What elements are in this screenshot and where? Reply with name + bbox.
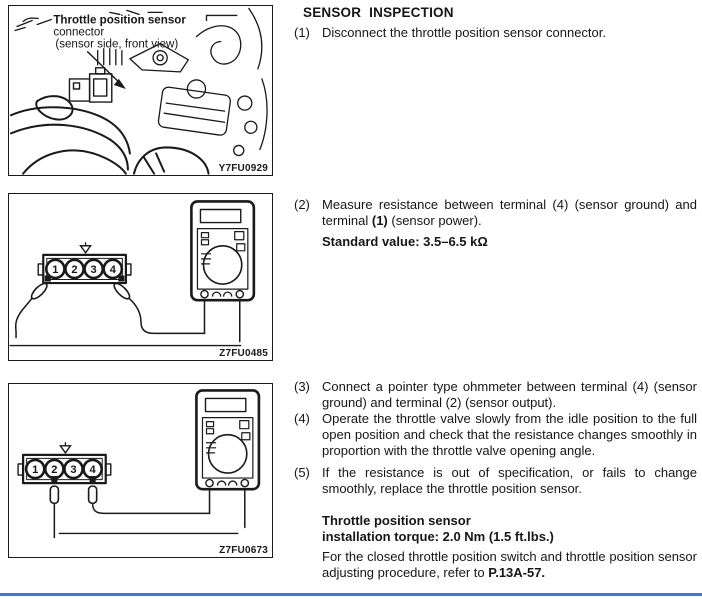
figure-connector-location	[8, 5, 273, 176]
figure3-code: Z7FU0673	[219, 545, 268, 556]
meter-leads	[210, 489, 245, 527]
steps-3-to-5	[294, 379, 697, 497]
figure1-label-line1: Throttle position sensor	[53, 14, 186, 27]
multimeter-display	[200, 209, 240, 222]
terminal-3-label: 3	[70, 464, 77, 477]
bottom-accent-rule	[0, 593, 702, 596]
step-1-number: (1)	[294, 25, 310, 40]
multimeter-dial	[209, 435, 247, 473]
step-5-text: If the resistance is out of specification, or fails to change smoothly, replace the throttle position sensor.	[322, 465, 697, 496]
figure-ohmmeter-connection	[8, 383, 273, 558]
figure1-code: Y7FU0929	[218, 163, 268, 174]
multimeter	[196, 390, 258, 489]
step-4	[294, 411, 697, 459]
connector	[18, 443, 111, 483]
figure1-label-line3: (sensor side, front view)	[55, 38, 179, 51]
step-5-number: (5)	[294, 465, 310, 480]
torque-specification	[294, 513, 697, 545]
multimeter-display	[205, 398, 245, 411]
step-1	[294, 25, 697, 41]
test-probe-terminal4	[89, 486, 210, 513]
meter-leads	[204, 300, 239, 341]
terminal-4-label: 4	[89, 464, 96, 477]
terminal-3-label: 3	[90, 263, 97, 276]
ohmmeter-test-illustration	[9, 384, 272, 557]
step-3	[294, 379, 697, 411]
step-5	[294, 465, 697, 497]
connector	[38, 243, 131, 283]
step-3-text: Connect a pointer type ohmmeter between terminal (4) (sensor ground) and terminal (2) (sensor output).	[322, 379, 697, 410]
standard-value: Standard value: 3.5–6.5 kΩ	[322, 234, 488, 249]
terminal-2-label: 2	[71, 263, 78, 276]
reference-note: For the closed throttle position switch and throttle position sensor adjusting procedure, refer to P.13A-57.	[322, 549, 697, 580]
figure1-label-line2: connector	[53, 26, 105, 39]
terminal-1-label: 1	[52, 263, 59, 276]
section-heading: SENSOR INSPECTION	[303, 5, 454, 20]
step-2	[294, 197, 697, 250]
step-4-text: Operate the throttle valve slowly from the idle position to the full open position and check that the resistance changes smoothly in proportion with the throttle valve opening angle.	[322, 411, 697, 458]
terminal-4-label: 4	[109, 263, 116, 276]
step-2-number: (2)	[294, 197, 310, 212]
step-4-number: (4)	[294, 411, 310, 426]
test-probe-left	[16, 281, 49, 337]
terminal-2-label: 2	[51, 464, 58, 477]
engine-bay-illustration	[9, 6, 272, 175]
multimeter	[191, 201, 253, 300]
terminal-circles	[46, 260, 122, 278]
figure-resistance-measurement	[8, 193, 273, 361]
step-3-number: (3)	[294, 379, 310, 394]
label-leader-dash	[23, 18, 51, 24]
multimeter-dial	[203, 246, 241, 284]
figure2-code: Z7FU0485	[219, 348, 268, 359]
test-probe-terminal2	[50, 486, 58, 537]
step-2-text: Measure resistance between terminal (4) (sensor ground) and terminal (1) (sensor power).	[322, 197, 697, 228]
step-1-text: Disconnect the throttle position sensor connector.	[322, 25, 606, 40]
harness-linework	[11, 96, 209, 174]
torque-line-2: installation torque: 2.0 Nm (1.5 ft.lbs.)	[322, 529, 554, 544]
resistance-test-illustration	[9, 194, 272, 360]
sensor-connector-linework	[69, 68, 111, 102]
terminal-1-label: 1	[32, 464, 39, 477]
torque-line-1: Throttle position sensor	[322, 513, 471, 528]
terminal-circles	[26, 460, 102, 478]
